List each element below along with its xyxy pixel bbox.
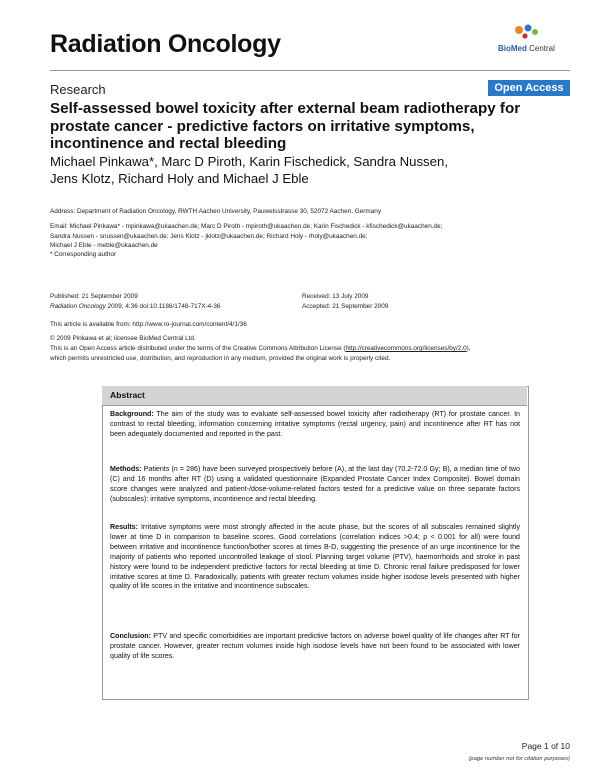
published-date: Published: 21 September 2009	[50, 293, 138, 300]
conclusion-label: Conclusion:	[110, 632, 151, 640]
email-line-3: Michael J Eble - meble@ukaachen.de	[50, 242, 158, 250]
publisher-logo-text	[498, 44, 555, 53]
abstract-heading: Abstract	[110, 390, 145, 400]
copyright-line: © 2009 Pinkawa et al; licensee BioMed Central Ltd.	[50, 335, 196, 342]
citation-details: 2009, 4:36 doi:10.1186/1748-717X-4-36	[105, 302, 221, 310]
article-title: Self-assessed bowel toxicity after external beam radiotherapy for prostate cancer - predictive factors on irritative symptoms, incontinence and rectal bleeding	[50, 100, 521, 152]
email-line-2: Sandra Nussen - snussen@ukaachen.de; Jens Klotz - jklotz@ukaachen.de; Richard Holy - rholy@ukaachen.de;	[50, 232, 368, 240]
page-number-note: (page number not for citation purposes)	[468, 756, 570, 762]
methods-label: Methods:	[110, 465, 142, 473]
license-text-post: ),	[466, 345, 471, 352]
abstract-methods	[110, 465, 520, 505]
history-info	[302, 292, 542, 311]
conclusion-text: PTV and specific comorbidities are important predictive factors on adverse bowel quality of life changes after RT for prostate cancer. However, greater rectum volumes inside high isodose levels have not been found to be associated with lower quality of life scores.	[110, 632, 520, 660]
accepted-date: Accepted: 21 September 2009	[302, 302, 389, 310]
results-text: Irritative symptoms were most strongly affected in the acute phase, but the scores of all subscales remained slightly lower at time D in comparison to baseline scores. Good correlations (correlation indices >0.4; p < 0.001 for all) were found between irritative and incontinence function/bother scores at times B-D, suggesting the presence of an urge incontinence for the majority of patients who reported uncontrolled leakage of stool. Planning target volume (PTV), haemorrhoids and stroke in past history were found to be independent predictive factors for rectal bleeding at time D. Chronic renal failure predisposed for lower irritative scores at time D. Paradoxically, patients with greater rectum volumes inside higher isodose levels presented with higher quality of life scores in the irritative and incontinence subscales.	[110, 523, 520, 591]
availability-url: This article is available from: http://www.ro-journal.com/content/4/1/36	[50, 321, 247, 328]
abstract-header-bar	[102, 386, 527, 406]
citation-journal: Radiation Oncology	[50, 302, 106, 310]
page-number: Page 1 of 10	[521, 741, 570, 751]
authors-line-2: Jens Klotz, Richard Holy and Michael J Eble	[50, 171, 309, 186]
publication-info	[50, 292, 290, 311]
logo-brand: BioMed	[498, 44, 527, 53]
received-date: Received: 13 July 2009	[302, 293, 369, 300]
license-link[interactable]: http://creativecommons.org/licenses/by/2.0	[345, 345, 467, 352]
open-access-badge: Open Access	[488, 80, 570, 96]
license-line-1	[50, 344, 570, 354]
journal-title: Radiation Oncology	[50, 30, 281, 58]
license-statement	[50, 344, 570, 363]
license-text-pre: This is an Open Access article distributed under the terms of the Creative Commons Attribution License (	[50, 345, 346, 352]
results-label: Results:	[110, 523, 138, 531]
logo-suffix: Central	[526, 44, 555, 53]
methods-text: Patients (n = 286) have been surveyed prospectively before (A), at the last day (70.2-72.0 Gy; B), a median time of two (C) and 16 months after RT (D) using a validated questionnaire (Expanded Prostate Cancer Index Composite). Bowel domain score changes were analyzed and patient-/dose-volume-related factors tested for a predictive value on three separate factors (subscales): irritative symptoms, incontinence and rectal bleeding.	[110, 465, 520, 503]
authors-line-1: Michael Pinkawa*, Marc D Piroth, Karin Fischedick, Sandra Nussen,	[50, 154, 448, 169]
abstract-background	[110, 410, 520, 440]
background-text: The aim of the study was to evaluate self-assessed bowel toxicity after radiotherapy (RT) for prostate cancer. In contrast to rectal bleeding, information concerning irritative symptoms (rectal urgency, pain) and incontinence after RT has not been adequately documented and reported in the past.	[110, 410, 520, 438]
citation	[50, 302, 290, 312]
article-type: Research	[50, 82, 106, 97]
abstract-conclusion	[110, 632, 520, 662]
logo-mark-icon	[515, 25, 538, 39]
abstract-results	[110, 523, 520, 592]
background-label: Background:	[110, 410, 154, 418]
license-line-2: which permits unrestricted use, distribution, and reproduction in any medium, provided the original work is properly cited.	[50, 354, 391, 362]
email-line-1: Email: Michael Pinkawa* - mpinkawa@ukaachen.de; Marc D Piroth - mpiroth@ukaachen.de; Karin Fischedick - kfischedick@ukaachen.de;	[50, 223, 443, 230]
header-rule	[50, 70, 570, 71]
affiliation-address: Address: Department of Radiation Oncology, RWTH Aachen University, Pauwelsstrasse 30, 52072 Aachen, Germany	[50, 208, 382, 215]
author-emails	[50, 222, 570, 251]
author-list	[50, 153, 570, 187]
corresponding-author-note: * Corresponding author	[50, 251, 117, 258]
